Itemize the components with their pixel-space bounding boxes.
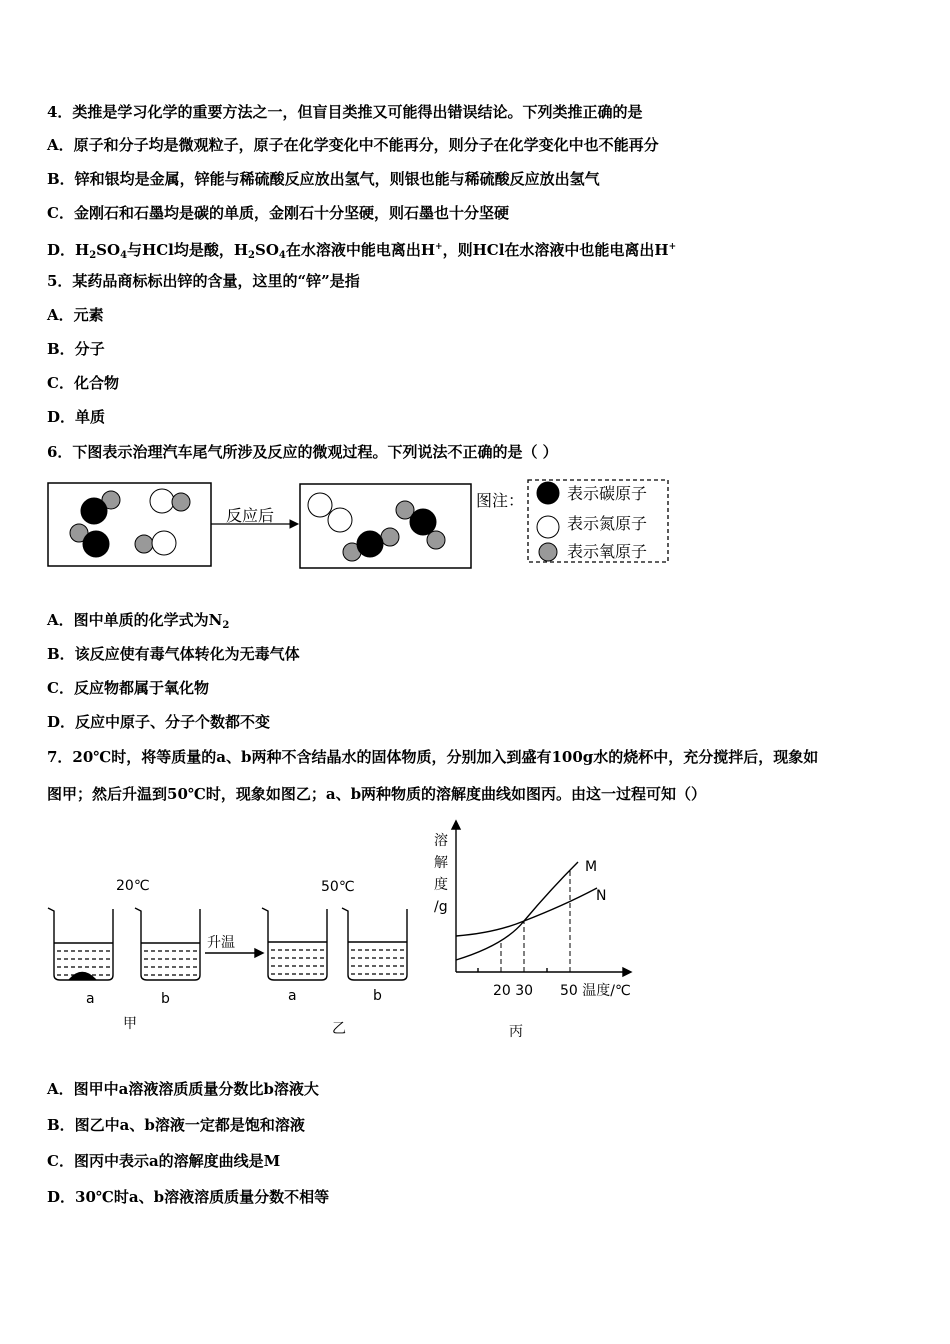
- q7-option-b: B．图乙中a、b溶液一定都是饱和溶液: [47, 1116, 305, 1134]
- t: +: [435, 242, 443, 252]
- undissolved-solid: [70, 973, 95, 980]
- beaker-label: b: [373, 988, 382, 1004]
- q6-option-d: D．反应中原子、分子个数都不变: [47, 713, 271, 731]
- beaker-label: a: [86, 991, 95, 1007]
- q4-option-a: A．原子和分子均是微观粒子，原子在化学变化中不能再分，则分子在化学变化中也不能再分: [47, 136, 659, 154]
- legend-nitrogen: 表示氮原子: [567, 514, 648, 533]
- q7-stem-line1: 7．20℃时，将等质量的a、b两种不含结晶水的固体物质，分别加入到盛有100g水的烧杯中，充分搅拌后，现象如: [47, 748, 819, 766]
- t: 2: [248, 250, 255, 261]
- arrow-head: [290, 520, 298, 528]
- y-label: 度: [434, 877, 448, 893]
- q6-stem: 6．下图表示治理汽车尾气所涉及反应的微观过程。下列说法不正确的是（ ）: [47, 443, 558, 461]
- product-molecules: [308, 493, 445, 561]
- x-label: 50 温度/℃: [560, 983, 631, 999]
- q5-option-a: A．元素: [47, 306, 104, 324]
- t: +: [668, 242, 677, 252]
- curve-m: [456, 862, 578, 960]
- beaker-label: a: [288, 988, 297, 1004]
- legend-oxygen: 表示氧原子: [567, 542, 648, 561]
- q7-figure: [48, 821, 631, 980]
- q5-stem: 5．某药品商标标出锌的含量，这里的“锌”是指: [47, 272, 360, 290]
- nitrogen-atom-icon: [537, 516, 559, 538]
- q7-stem-line2: 图甲；然后升温到50℃时，现象如图乙；a、b两种物质的溶解度曲线如图丙。由这一过程可知（）: [47, 785, 707, 803]
- caption-yi: 乙: [332, 1021, 346, 1037]
- caption-jia: 甲: [123, 1016, 137, 1032]
- q4-option-c: C．金刚石和石墨均是碳的单质，金刚石十分坚硬，则石墨也十分坚硬: [47, 204, 509, 222]
- q4-stem: 4．类推是学习化学的重要方法之一，但盲目类推又可能得出错误结论。下列类推正确的是: [47, 103, 643, 121]
- temp-50: 50℃: [321, 879, 355, 895]
- caption-bing: 丙: [509, 1024, 523, 1040]
- curve-n-label: N: [596, 888, 607, 904]
- q7-option-a: A．图甲中a溶液溶质质量分数比b溶液大: [47, 1080, 319, 1098]
- x-ticks: 20 30: [493, 983, 534, 999]
- y-label: /g: [434, 899, 448, 915]
- y-label: 解: [434, 855, 448, 871]
- curve-n: [456, 888, 597, 936]
- legend-carbon: 表示碳原子: [567, 484, 648, 503]
- q6-option-c: C．反应物都属于氧化物: [47, 679, 209, 697]
- t: 2: [222, 620, 230, 631]
- q5-option-c: C．化合物: [47, 374, 119, 392]
- curve-m-label: M: [585, 859, 598, 875]
- q5-option-d: D．单质: [47, 408, 106, 426]
- t: D．H: [47, 241, 90, 259]
- t: ，则HCl在水溶液中也能电离出H: [442, 241, 669, 259]
- t: 4: [120, 250, 128, 261]
- carbon-atom-icon: [537, 482, 559, 504]
- q7-option-c: C．图丙中表示a的溶解度曲线是M: [47, 1152, 281, 1170]
- t: 2: [89, 250, 97, 261]
- t: 4: [278, 250, 286, 261]
- t: 在水溶液中能电离出H: [285, 241, 436, 259]
- oxygen-atom-icon: [539, 543, 557, 561]
- temp-20: 20℃: [116, 878, 150, 894]
- q6-option-a: [47, 610, 229, 636]
- q6-option-b: B．该反应使有毒气体转化为无毒气体: [47, 645, 300, 663]
- t: A．图中单质的化学式为N: [47, 611, 223, 629]
- t: SO: [254, 241, 279, 259]
- q5-option-b: B．分子: [47, 340, 105, 358]
- t: SO: [96, 241, 121, 259]
- beaker-label: b: [161, 991, 170, 1007]
- t: 与HCl均是酸，H: [127, 241, 249, 259]
- heat-label: 升温: [207, 935, 235, 951]
- legend-title: 图注：: [476, 491, 525, 510]
- q4-option-b: B．锌和银均是金属，锌能与稀硫酸反应放出氢气，则银也能与稀硫酸反应放出氢气: [47, 170, 600, 188]
- q7-option-d: D．30℃时a、b溶液溶质质量分数不相等: [47, 1188, 330, 1206]
- reactant-molecules: [70, 489, 190, 557]
- y-label: 溶: [434, 833, 448, 849]
- reaction-arrow-label: 反应后: [226, 506, 275, 525]
